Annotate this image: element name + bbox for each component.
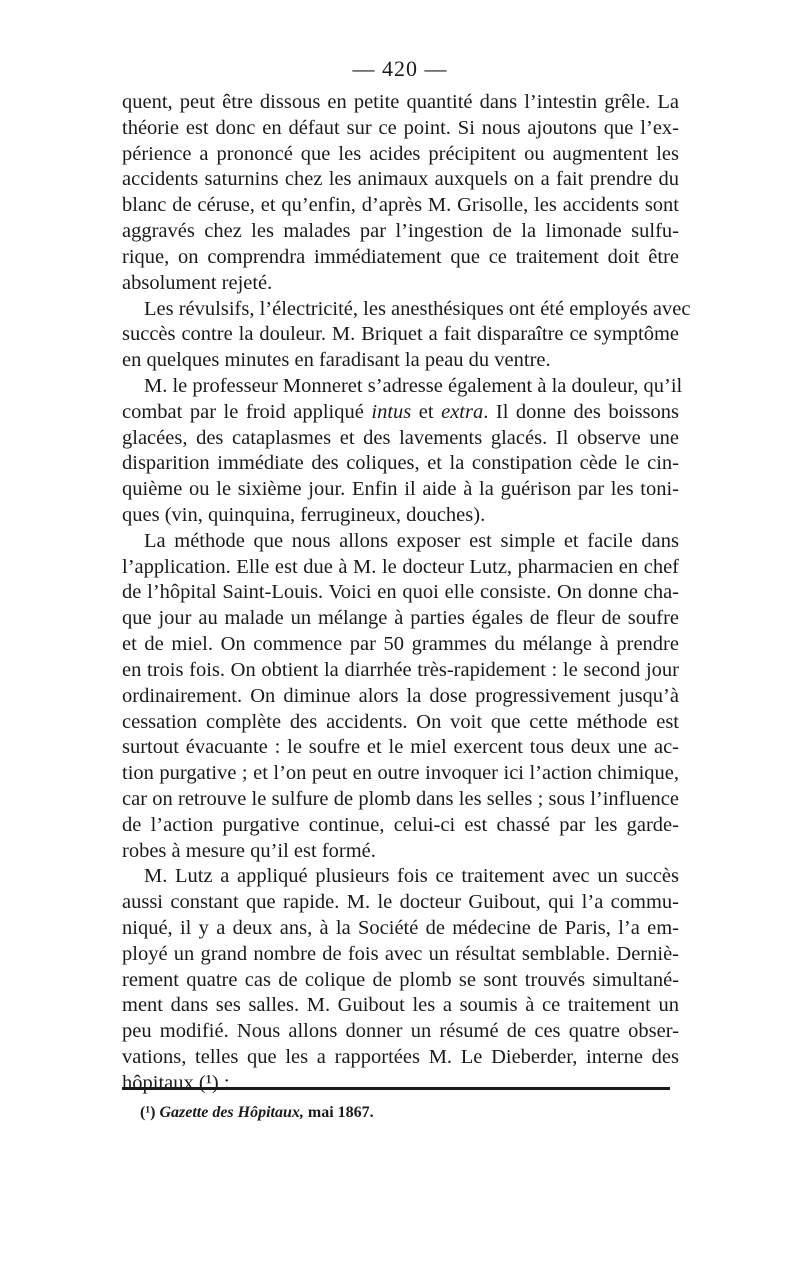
text-line: l’application. Elle est due à M. le docteur Lutz, pharmacien en chef [122, 555, 679, 578]
footnote-date: mai 1867. [307, 1104, 374, 1121]
text-line: théorie est donc en défaut sur ce point. Si nous ajoutons que l’ex- [122, 116, 679, 139]
text-segment: combat par le froid appliqué [122, 400, 364, 423]
text-line: surtout évacuante : le soufre et le miel exercent tous deux une ac- [122, 736, 679, 759]
text-segment: hôpitaux [122, 1071, 194, 1094]
text-line: cessation complète des accidents. On voit que cette méthode est [122, 710, 679, 733]
text-line: ployé un grand nombre de fois avec un résultat semblable. Derniè- [122, 942, 679, 965]
text-line: de l’action purgative continue, celui-ci est chassé par les garde- [122, 813, 679, 836]
text-segment: : [218, 1071, 230, 1094]
paragraph-start: M. le professeur Monneret s’adresse également à la douleur, qu’il [144, 374, 683, 397]
text-segment: et [411, 400, 442, 423]
text-line: aussi constant que rapide. M. le docteur Guibout, qui l’a commu- [122, 891, 679, 914]
text-line: et de miel. On commence par 50 grammes du mélange à prendre [122, 633, 679, 656]
paragraph-start: M. Lutz a appliqué plusieurs fois ce traitement avec un succès [144, 865, 679, 888]
text-line: en trois fois. On obtient la diarrhée très-rapidement : le second jour [122, 658, 679, 681]
text-line: succès contre la douleur. M. Briquet a fait disparaître ce symptôme [122, 323, 679, 346]
text-line: tion purgative ; et l’on peut en outre invoquer ici l’action chimique, [122, 762, 679, 785]
text-line: disparition immédiate des coliques, et la constipation cède le cin- [122, 452, 679, 475]
text-line: ques (vin, quinquina, ferrugineux, douches). [122, 504, 486, 526]
text-line: niqué, il y a deux ans, à la Société de médecine de Paris, l’a em- [122, 917, 679, 939]
italic-intus: intus [371, 400, 412, 423]
text-line: que jour au malade un mélange à parties égales de fleur de soufre [122, 607, 679, 630]
text-line-with-note [122, 1071, 679, 1097]
footnote-source: Gazette des Hôpitaux, [159, 1104, 304, 1121]
text-line: aggravés chez les malades par l’ingestion de la limonade sulfu- [122, 220, 679, 243]
footnote [140, 1104, 374, 1122]
text-line: en quelques minutes en faradisant la peau du ventre. [122, 349, 551, 372]
paragraph-start: Les révulsifs, l’électricité, les anesthésiques ont été employés avec [144, 297, 691, 320]
text-line: rement quatre cas de colique de plomb se sont trouvés simultané- [122, 968, 679, 991]
text-line: robes à mesure qu’il est formé. [122, 839, 376, 862]
footnote-marker: (¹) [140, 1104, 156, 1121]
text-line: de l’hôpital Saint-Louis. Voici en quoi elle consiste. On donne cha- [122, 581, 679, 604]
text-line: quième ou le sixième jour. Enfin il aide à la guérison par les toni- [122, 478, 679, 501]
text-line: quent, peut être dissous en petite quantité dans l’intestin grêle. La [122, 91, 679, 113]
text-line: glacées, des cataplasmes et des lavements glacés. Il observe une [122, 426, 679, 449]
footnote-rule [122, 1087, 670, 1090]
body-text [122, 90, 691, 1097]
text-line: périence a prononcé que les acides précipitent ou augmentent les [122, 142, 679, 165]
text-line: rique, on comprendra immédiatement que ce traitement doit être [122, 245, 679, 268]
text-line-with-italics [122, 400, 679, 426]
paragraph-start: La méthode que nous allons exposer est simple et facile dans [144, 529, 679, 552]
text-line: car on retrouve le sulfure de plomb dans les selles ; sous l’influence [122, 787, 679, 810]
text-segment: . Il donne des boissons [483, 400, 680, 423]
italic-extra: extra [441, 400, 484, 423]
text-line: vations, telles que les a rapportées M. Le Dieberder, interne des [122, 1046, 679, 1069]
page-number: — 420 — [352, 56, 448, 81]
text-line: accidents saturnins chez les animaux auxquels on a fait prendre du [122, 168, 679, 191]
text-line: ordinairement. On diminue alors la dose progressivement jusqu’à [122, 684, 679, 707]
text-line: absolument rejeté. [122, 271, 273, 294]
text-line: ment dans ses salles. M. Guibout les a soumis à ce traitement un [122, 994, 679, 1017]
text-line: blanc de céruse, et qu’enfin, d’après M. Grisolle, les accidents sont [122, 194, 679, 217]
text-line: peu modifié. Nous allons donner un résumé de ces quatre obser- [122, 1020, 679, 1043]
footnote-reference[interactable]: (¹) [198, 1071, 219, 1094]
